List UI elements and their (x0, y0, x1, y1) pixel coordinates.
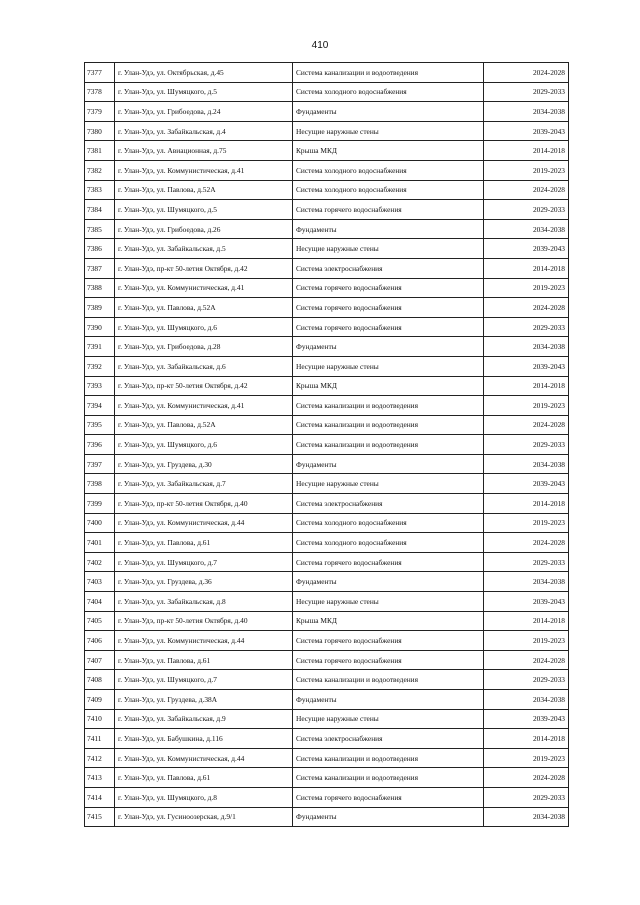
repair-schedule-table (84, 62, 569, 827)
table-row (85, 611, 569, 631)
page-number: 410 (311, 40, 329, 51)
row-period: 2029-2033 (484, 435, 569, 455)
row-period: 2014-2018 (484, 258, 569, 278)
row-system: Фундаменты (293, 219, 484, 239)
table-row (85, 396, 569, 416)
row-address: г. Улан-Удэ, ул. Забайкальская, д.6 (115, 356, 293, 376)
row-address: г. Улан-Удэ, пр-кт 50-летия Октября, д.40 (115, 611, 293, 631)
row-number: 7391 (85, 337, 115, 357)
table-row (85, 121, 569, 141)
row-address: г. Улан-Удэ, ул. Груздева, д.36 (115, 572, 293, 592)
table-row (85, 160, 569, 180)
row-number: 7407 (85, 650, 115, 670)
row-address: г. Улан-Удэ, ул. Груздева, д.38А (115, 690, 293, 710)
row-number: 7394 (85, 396, 115, 416)
row-number: 7406 (85, 631, 115, 651)
table-row (85, 82, 569, 102)
row-number: 7396 (85, 435, 115, 455)
row-system: Система канализации и водоотведения (293, 670, 484, 690)
row-system: Крыша МКД (293, 141, 484, 161)
row-system: Несущие наружные стены (293, 592, 484, 612)
row-number: 7381 (85, 141, 115, 161)
row-number: 7413 (85, 768, 115, 788)
row-address: г. Улан-Удэ, ул. Шумяцкого, д.6 (115, 317, 293, 337)
row-period: 2024-2028 (484, 533, 569, 553)
row-number: 7392 (85, 356, 115, 376)
row-period: 2039-2043 (484, 121, 569, 141)
table-row (85, 709, 569, 729)
row-address: г. Улан-Удэ, ул. Октябрьская, д.45 (115, 63, 293, 83)
table-row (85, 533, 569, 553)
row-number: 7403 (85, 572, 115, 592)
row-number: 7390 (85, 317, 115, 337)
row-system: Фундаменты (293, 454, 484, 474)
row-system: Система горячего водоснабжения (293, 650, 484, 670)
row-address: г. Улан-Удэ, ул. Шумяцкого, д.6 (115, 435, 293, 455)
row-number: 7378 (85, 82, 115, 102)
row-number: 7411 (85, 729, 115, 749)
row-number: 7405 (85, 611, 115, 631)
row-address: г. Улан-Удэ, ул. Шумяцкого, д.7 (115, 670, 293, 690)
row-number: 7404 (85, 592, 115, 612)
row-system: Система канализации и водоотведения (293, 768, 484, 788)
row-system: Фундаменты (293, 690, 484, 710)
row-number: 7410 (85, 709, 115, 729)
row-address: г. Улан-Удэ, ул. Шумяцкого, д.7 (115, 552, 293, 572)
table-row (85, 337, 569, 357)
row-number: 7409 (85, 690, 115, 710)
row-period: 2029-2033 (484, 200, 569, 220)
table-row (85, 415, 569, 435)
table-row (85, 513, 569, 533)
row-address: г. Улан-Удэ, пр-кт 50-летия Октября, д.40 (115, 494, 293, 514)
row-system: Система горячего водоснабжения (293, 631, 484, 651)
row-period: 2034-2038 (484, 572, 569, 592)
row-period: 2034-2038 (484, 690, 569, 710)
row-number: 7415 (85, 807, 115, 827)
row-system: Фундаменты (293, 572, 484, 592)
row-system: Система горячего водоснабжения (293, 317, 484, 337)
row-address: г. Улан-Удэ, ул. Павлова, д.52А (115, 298, 293, 318)
table-row (85, 474, 569, 494)
row-number: 7388 (85, 278, 115, 298)
row-period: 2039-2043 (484, 709, 569, 729)
row-number: 7401 (85, 533, 115, 553)
table-row (85, 552, 569, 572)
row-system: Система канализации и водоотведения (293, 63, 484, 83)
row-system: Система горячего водоснабжения (293, 552, 484, 572)
row-number: 7384 (85, 200, 115, 220)
table-row (85, 748, 569, 768)
row-system: Система горячего водоснабжения (293, 787, 484, 807)
row-address: г. Улан-Удэ, ул. Грибоедова, д.26 (115, 219, 293, 239)
row-system: Система электроснабжения (293, 494, 484, 514)
row-period: 2019-2023 (484, 513, 569, 533)
table-row (85, 239, 569, 259)
row-number: 7387 (85, 258, 115, 278)
row-number: 7398 (85, 474, 115, 494)
table-row (85, 298, 569, 318)
row-number: 7380 (85, 121, 115, 141)
row-period: 2019-2023 (484, 748, 569, 768)
row-number: 7414 (85, 787, 115, 807)
row-number: 7402 (85, 552, 115, 572)
row-period: 2039-2043 (484, 356, 569, 376)
row-number: 7385 (85, 219, 115, 239)
row-address: г. Улан-Удэ, ул. Забайкальская, д.4 (115, 121, 293, 141)
row-period: 2039-2043 (484, 239, 569, 259)
row-address: г. Улан-Удэ, ул. Груздева, д.30 (115, 454, 293, 474)
row-number: 7397 (85, 454, 115, 474)
row-number: 7412 (85, 748, 115, 768)
row-system: Система канализации и водоотведения (293, 435, 484, 455)
row-system: Несущие наружные стены (293, 474, 484, 494)
row-address: г. Улан-Удэ, ул. Коммунистическая, д.41 (115, 278, 293, 298)
row-address: г. Улан-Удэ, ул. Коммунистическая, д.41 (115, 160, 293, 180)
row-number: 7395 (85, 415, 115, 435)
row-period: 2024-2028 (484, 180, 569, 200)
table-row (85, 180, 569, 200)
row-address: г. Улан-Удэ, ул. Коммунистическая, д.44 (115, 513, 293, 533)
row-period: 2024-2028 (484, 298, 569, 318)
table-row (85, 690, 569, 710)
row-number: 7377 (85, 63, 115, 83)
row-address: г. Улан-Удэ, ул. Павлова, д.61 (115, 650, 293, 670)
row-period: 2014-2018 (484, 611, 569, 631)
table-row (85, 670, 569, 690)
row-number: 7393 (85, 376, 115, 396)
row-address: г. Улан-Удэ, ул. Грибоедова, д.24 (115, 102, 293, 122)
row-system: Система горячего водоснабжения (293, 200, 484, 220)
row-period: 2029-2033 (484, 670, 569, 690)
row-system: Система холодного водоснабжения (293, 82, 484, 102)
row-period: 2024-2028 (484, 63, 569, 83)
table-row (85, 572, 569, 592)
row-system: Система холодного водоснабжения (293, 160, 484, 180)
row-period: 2029-2033 (484, 82, 569, 102)
table-row (85, 278, 569, 298)
row-address: г. Улан-Удэ, ул. Павлова, д.52А (115, 180, 293, 200)
table-row (85, 592, 569, 612)
table-row (85, 787, 569, 807)
row-number: 7400 (85, 513, 115, 533)
row-number: 7379 (85, 102, 115, 122)
row-number: 7383 (85, 180, 115, 200)
row-address: г. Улан-Удэ, ул. Павлова, д.52А (115, 415, 293, 435)
row-system: Крыша МКД (293, 376, 484, 396)
row-period: 2014-2018 (484, 376, 569, 396)
row-address: г. Улан-Удэ, ул. Шумяцкого, д.5 (115, 200, 293, 220)
row-period: 2014-2018 (484, 494, 569, 514)
row-period: 2014-2018 (484, 141, 569, 161)
row-address: г. Улан-Удэ, ул. Забайкальская, д.5 (115, 239, 293, 259)
table-row (85, 631, 569, 651)
row-address: г. Улан-Удэ, ул. Коммунистическая, д.41 (115, 396, 293, 416)
row-address: г. Улан-Удэ, ул. Забайкальская, д.9 (115, 709, 293, 729)
row-address: г. Улан-Удэ, ул. Шумяцкого, д.8 (115, 787, 293, 807)
row-number: 7389 (85, 298, 115, 318)
table-row (85, 258, 569, 278)
row-system: Фундаменты (293, 337, 484, 357)
row-address: г. Улан-Удэ, ул. Забайкальская, д.8 (115, 592, 293, 612)
row-system: Несущие наружные стены (293, 121, 484, 141)
row-address: г. Улан-Удэ, ул. Павлова, д.61 (115, 533, 293, 553)
table-row (85, 376, 569, 396)
row-address: г. Улан-Удэ, ул. Шумяцкого, д.5 (115, 82, 293, 102)
table-row (85, 454, 569, 474)
table-row (85, 768, 569, 788)
row-system: Система холодного водоснабжения (293, 513, 484, 533)
table-row (85, 729, 569, 749)
row-period: 2034-2038 (484, 454, 569, 474)
row-period: 2019-2023 (484, 631, 569, 651)
row-period: 2024-2028 (484, 650, 569, 670)
row-system: Система холодного водоснабжения (293, 180, 484, 200)
row-address: г. Улан-Удэ, пр-кт 50-летия Октября, д.42 (115, 258, 293, 278)
row-address: г. Улан-Удэ, ул. Бабушкина, д.116 (115, 729, 293, 749)
row-system: Система горячего водоснабжения (293, 278, 484, 298)
row-period: 2024-2028 (484, 768, 569, 788)
table-row (85, 63, 569, 83)
row-system: Несущие наружные стены (293, 709, 484, 729)
row-period: 2034-2038 (484, 219, 569, 239)
row-number: 7399 (85, 494, 115, 514)
row-system: Система горячего водоснабжения (293, 298, 484, 318)
table-row (85, 435, 569, 455)
row-address: г. Улан-Удэ, ул. Забайкальская, д.7 (115, 474, 293, 494)
row-address: г. Улан-Удэ, ул. Грибоедова, д.28 (115, 337, 293, 357)
row-system: Система электроснабжения (293, 258, 484, 278)
row-system: Система электроснабжения (293, 729, 484, 749)
row-period: 2034-2038 (484, 807, 569, 827)
row-period: 2024-2028 (484, 415, 569, 435)
table-row (85, 200, 569, 220)
table-row (85, 494, 569, 514)
row-period: 2039-2043 (484, 592, 569, 612)
row-system: Несущие наружные стены (293, 356, 484, 376)
table-row (85, 219, 569, 239)
table-row (85, 807, 569, 827)
row-system: Крыша МКД (293, 611, 484, 631)
row-address: г. Улан-Удэ, ул. Авиационная, д.75 (115, 141, 293, 161)
row-period: 2034-2038 (484, 337, 569, 357)
table-row (85, 317, 569, 337)
row-period: 2019-2023 (484, 396, 569, 416)
row-period: 2019-2023 (484, 278, 569, 298)
row-address: г. Улан-Удэ, пр-кт 50-летия Октября, д.42 (115, 376, 293, 396)
row-address: г. Улан-Удэ, ул. Гусиноозерская, д.9/1 (115, 807, 293, 827)
row-period: 2029-2033 (484, 787, 569, 807)
row-period: 2029-2033 (484, 317, 569, 337)
row-system: Фундаменты (293, 807, 484, 827)
row-period: 2029-2033 (484, 552, 569, 572)
row-number: 7386 (85, 239, 115, 259)
row-system: Фундаменты (293, 102, 484, 122)
row-system: Система канализации и водоотведения (293, 396, 484, 416)
table-row (85, 102, 569, 122)
row-period: 2019-2023 (484, 160, 569, 180)
row-system: Несущие наружные стены (293, 239, 484, 259)
row-system: Система канализации и водоотведения (293, 748, 484, 768)
table-row (85, 141, 569, 161)
row-system: Система холодного водоснабжения (293, 533, 484, 553)
row-address: г. Улан-Удэ, ул. Коммунистическая, д.44 (115, 631, 293, 651)
row-address: г. Улан-Удэ, ул. Коммунистическая, д.44 (115, 748, 293, 768)
table-row (85, 356, 569, 376)
row-period: 2034-2038 (484, 102, 569, 122)
table-row (85, 650, 569, 670)
row-system: Система канализации и водоотведения (293, 415, 484, 435)
row-number: 7382 (85, 160, 115, 180)
row-period: 2039-2043 (484, 474, 569, 494)
row-period: 2014-2018 (484, 729, 569, 749)
row-address: г. Улан-Удэ, ул. Павлова, д.61 (115, 768, 293, 788)
row-number: 7408 (85, 670, 115, 690)
